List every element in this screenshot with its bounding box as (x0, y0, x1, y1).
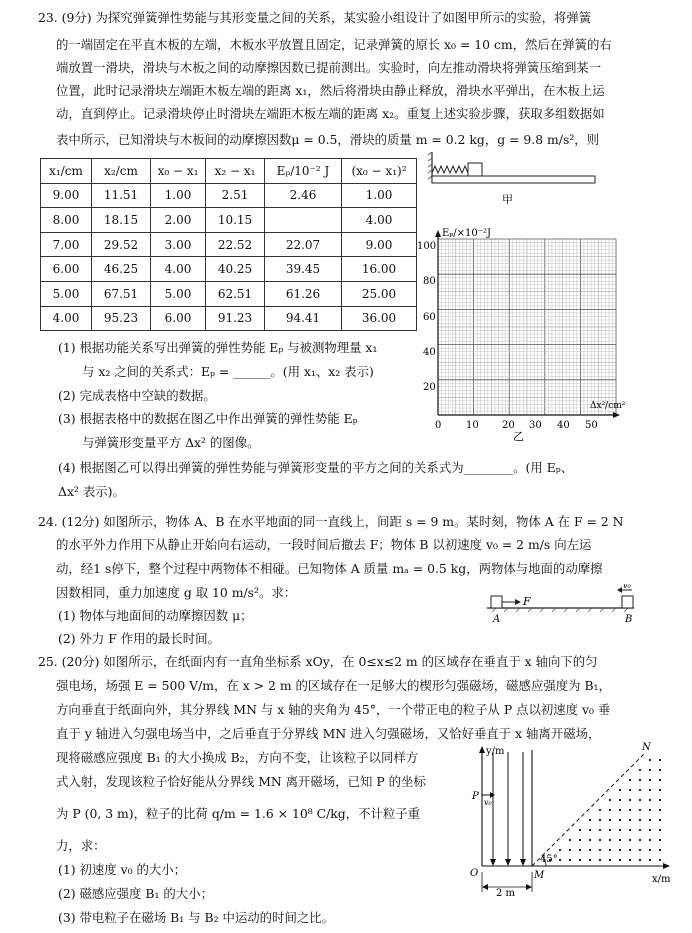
field-dot (629, 779, 631, 781)
table-cell: 16.00 (342, 257, 417, 282)
field-dot (649, 779, 651, 781)
field-dot (559, 849, 561, 851)
q24-line: 因数相同，重力加速度 g 取 10 m/s²。求： (56, 585, 297, 600)
q23-sub-line: 与弹簧形变量平方 Δx² 的图像。 (82, 435, 260, 450)
q25-field-figure (456, 742, 676, 902)
x-tick-label: 50 (585, 420, 598, 431)
table-header-cell: (x₀ − x₁)² (342, 159, 417, 184)
field-dot (609, 809, 611, 811)
q23-line: 23. (9分) 为探究弹簧弹性势能与其形变量之间的关系，某实验小组设计了如图甲所示的实验，将弹簧 (38, 10, 592, 25)
field-dot (639, 779, 641, 781)
field-dot (639, 849, 641, 851)
field-dot (649, 829, 651, 831)
q25-line: 方向垂直于纸面向外，其分界线 MN 与 x 轴的夹角为 45°，一个带正电的粒子从 P 点以初速度 v₀ 垂 (56, 702, 611, 717)
table-header-row (41, 159, 417, 184)
q24-line: 24. (12分) 如图所示，物体 A、B 在水平地面的同一直线上，间距 s = 9 m。某时刻，物体 A 在 F = 2 N (38, 514, 624, 529)
table-cell: 95.23 (92, 306, 151, 331)
q23-line: 的一端固定在平直木板的左端，木板水平放置且固定，记录弹簧的原长 x₀ = 10 cm，然后在弹簧的右 (56, 37, 612, 52)
x-axis-arrow-icon (663, 863, 670, 869)
point-n-label: N (642, 742, 651, 753)
field-dot (649, 789, 651, 791)
field-dot (639, 789, 641, 791)
field-dot (619, 829, 621, 831)
table-cell: 2.46 (265, 183, 342, 208)
field-dot (659, 859, 661, 861)
x-tick-label: 10 (466, 420, 479, 431)
field-dot (619, 809, 621, 811)
q24-line: 的水平外力作用下从静止开始向右运动，一段时间后撤去 F；物体 B 以初速度 v₀ = 2 m/s 向左运 (56, 537, 592, 552)
field-dot (639, 829, 641, 831)
q23-sub-line: (3) 根据表格中的数据在图乙中作出弹簧的弹性势能 Eₚ (58, 411, 358, 426)
fig-jia-label: 甲 (502, 193, 513, 206)
field-dot (629, 829, 631, 831)
field-dot (619, 849, 621, 851)
table-cell: 40.25 (206, 257, 265, 282)
field-dot (569, 859, 571, 861)
table-cell: 46.25 (92, 257, 151, 282)
table-cell: 5.00 (151, 281, 206, 306)
field-dot (629, 859, 631, 861)
field-dot (609, 799, 611, 801)
field-dot (609, 819, 611, 821)
q23-sub-line: (4) 根据图乙可以得出弹簧的弹性势能与弹簧形变量的平方之间的关系式为________。(用 Eₚ、 (58, 460, 574, 475)
boundary-mn-line (532, 752, 646, 866)
table-cell: 91.23 (206, 306, 265, 331)
field-dot (639, 859, 641, 861)
x-tick-label: 30 (529, 420, 542, 431)
field-dot (659, 839, 661, 841)
table-header-cell: x₂ − x₁ (206, 159, 265, 184)
field-dot (629, 819, 631, 821)
table-cell: 4.00 (342, 208, 417, 233)
x-axis-label: x/m (652, 874, 671, 885)
force-label: F (523, 595, 531, 608)
field-dot (639, 809, 641, 811)
table-cell: 2.00 (151, 208, 206, 233)
table-header-cell: Eₚ/10⁻² J (265, 159, 342, 184)
field-dot (599, 809, 601, 811)
y-axis-arrow-icon (479, 746, 485, 753)
graph-caption: 乙 (513, 430, 524, 442)
field-arrow-icons (490, 859, 526, 866)
block-b (622, 596, 633, 608)
field-dot (659, 819, 661, 821)
table-row (41, 257, 417, 282)
field-dot (649, 759, 651, 761)
table-header-cell: x₂/cm (92, 159, 151, 184)
field-dot (629, 839, 631, 841)
q23-data-table (40, 158, 417, 331)
x-tick-label: 20 (502, 420, 515, 431)
field-dot (619, 839, 621, 841)
field-dot (579, 829, 581, 831)
q23-line: 表中所示，已知滑块与木板间的动摩擦因数μ = 0.5，滑块的质量 m = 0.2 kg，g = 9.8 m/s²，则 (56, 132, 600, 147)
table-cell: 7.00 (41, 232, 92, 257)
v0-label: v₀ (484, 798, 492, 807)
table-cell: 6.00 (41, 257, 92, 282)
table-cell: 67.51 (92, 281, 151, 306)
slider-block (468, 163, 482, 176)
field-dot (579, 859, 581, 861)
q25-line: 为 P (0, 3 m)，粒子的比荷 q/m = 1.6 × 10⁸ C/kg，不计粒子重 (56, 806, 421, 821)
y-axis-label: Eₚ/×10⁻²J (442, 228, 492, 239)
field-dot (649, 839, 651, 841)
field-dot (639, 839, 641, 841)
field-dot (639, 799, 641, 801)
wooden-board (432, 176, 595, 183)
table-cell: 22.07 (265, 232, 342, 257)
table-cell: 10.15 (206, 208, 265, 233)
table-cell: 5.00 (41, 281, 92, 306)
y-axis-label: y/m (486, 746, 505, 757)
block-a (491, 596, 502, 608)
field-dot (609, 839, 611, 841)
table-row (41, 281, 417, 306)
field-dot (619, 799, 621, 801)
field-dot (569, 849, 571, 851)
field-dot (649, 819, 651, 821)
field-dot (579, 849, 581, 851)
table-cell: 8.00 (41, 208, 92, 233)
field-dot (599, 839, 601, 841)
table-cell: 94.41 (265, 306, 342, 331)
table-cell: 2.51 (206, 183, 265, 208)
q24-line: (2) 外力 F 作用的最长时间。 (58, 631, 220, 646)
field-dot (589, 829, 591, 831)
field-dot (649, 769, 651, 771)
q24-line: (1) 物体与地面间的动摩擦因数 μ； (58, 608, 253, 623)
q23-sub-line: 与 x₂ 之间的关系式：Eₚ = ______。(用 x₁、x₂ 表示) (82, 364, 374, 379)
y-tick-label: 20 (423, 382, 436, 393)
table-cell: 9.00 (342, 232, 417, 257)
table-cell: 4.00 (41, 306, 92, 331)
angle-label: 45° (540, 854, 558, 865)
field-dot (639, 819, 641, 821)
field-dot (619, 819, 621, 821)
table-cell: 11.51 (92, 183, 151, 208)
q25-line: 直于 y 轴进入匀强电场当中，之后垂直于分界线 MN 进入匀强磁场，又恰好垂直于 x 轴离开磁场， (56, 726, 601, 741)
table-row (41, 208, 417, 233)
table-cell: 62.51 (206, 281, 265, 306)
x-axis-arrow-icon (613, 412, 620, 418)
table-cell: 22.52 (206, 232, 265, 257)
v0-label: v₀ (623, 584, 631, 590)
field-dot (609, 859, 611, 861)
field-dot (599, 829, 601, 831)
q23-line: 位置，此时记录滑块左端距木板左端的距离 x₁，然后将滑块由静止释放，滑块水平弹出，在木板上运 (56, 83, 605, 98)
y-tick-label: 80 (423, 276, 436, 287)
field-dot (609, 829, 611, 831)
field-dot (649, 859, 651, 861)
field-dot (629, 849, 631, 851)
field-dot (589, 859, 591, 861)
field-dot (659, 789, 661, 791)
distance-label: 2 m (496, 888, 516, 899)
field-dot (589, 839, 591, 841)
table-cell: 25.00 (342, 281, 417, 306)
label-a: A (493, 614, 501, 624)
q25-line: 现将磁感应强度 B₁ 的大小换成 B₂，方向不变，让该粒子以同样方 (56, 750, 419, 765)
field-dot (569, 839, 571, 841)
table-cell: 61.26 (265, 281, 342, 306)
field-dot (659, 799, 661, 801)
table-cell: 29.52 (92, 232, 151, 257)
point-p-label: P (472, 791, 479, 802)
field-dot (649, 799, 651, 801)
q25-line: 力，求： (56, 838, 106, 853)
field-dot (629, 809, 631, 811)
field-dot (599, 859, 601, 861)
table-cell: 39.45 (265, 257, 342, 282)
field-dot (609, 849, 611, 851)
q25-line: (1) 初速度 v₀ 的大小； (58, 862, 187, 877)
field-dot (659, 809, 661, 811)
q25-line: 强电场，场强 E = 500 V/m，在 x > 2 m 的区域存在一足够大的楔形匀强磁场，磁感应强度为 B₁， (56, 678, 611, 693)
table-cell: 18.15 (92, 208, 151, 233)
table-cell: 3.00 (151, 232, 206, 257)
spring-apparatus-figure (424, 152, 604, 206)
table-header-cell: x₀ − x₁ (151, 159, 206, 184)
table-row (41, 232, 417, 257)
q24-figure (484, 584, 642, 624)
force-arrow-icon (515, 599, 521, 605)
table-row (41, 183, 417, 208)
field-dot (659, 779, 661, 781)
x-axis-label: Δx²/cm² (590, 401, 626, 411)
spring-icon (432, 166, 468, 173)
table-cell: 36.00 (342, 306, 417, 331)
x-tick-label: 0 (435, 420, 442, 431)
table-cell-empty (265, 208, 342, 233)
y-tick-label: 60 (423, 312, 436, 323)
field-dot (659, 829, 661, 831)
field-dot (659, 769, 661, 771)
x-tick-label: 40 (557, 420, 570, 431)
electric-field-lines (493, 752, 523, 862)
table-cell: 1.00 (151, 183, 206, 208)
field-dot (579, 839, 581, 841)
field-dot (659, 849, 661, 851)
field-dot (599, 849, 601, 851)
q25-line: 式入射，发现该粒子恰好能从分界线 MN 离开磁场，已知 P 的坐标 (56, 774, 426, 789)
q23-line: 端放置一滑块，滑块与木板之间的动摩擦因数已提前测出。实验时，向左推动滑块将弹簧压缩到某一 (56, 60, 602, 75)
table-cell: 4.00 (151, 257, 206, 282)
q25-line: (2) 磁感应强度 B₁ 的大小； (58, 886, 213, 901)
q25-line: 25. (20分) 如图所示，在纸面内有一直角坐标系 xOy，在 0≤x≤2 m 的区域存在垂直于 x 轴向下的匀 (38, 654, 598, 669)
field-dot (629, 799, 631, 801)
q25-line: (3) 带电粒子在磁场 B₁ 与 B₂ 中运动的时间之比。 (58, 910, 335, 925)
q23-sub-line: (1) 根据功能关系写出弹簧的弹性势能 Eₚ 与被测物理量 x₁ (58, 340, 378, 355)
origin-label: O (470, 868, 479, 879)
label-b: B (625, 614, 633, 624)
field-dot (589, 819, 591, 821)
q24-line: 动，经1 s停下，整个过程中两物体不相碰。已知物体 A 质量 mₐ = 0.5 kg，两物体与地面的动摩擦 (56, 561, 603, 576)
field-dot (599, 819, 601, 821)
table-cell: 1.00 (342, 183, 417, 208)
field-dot (559, 859, 561, 861)
y-axis-arrow-icon (435, 230, 441, 237)
field-dot (649, 809, 651, 811)
q23-line: 动，直到停止。记录滑块停止时滑块左端距木板左端的距离 x₂。重复上述实验步骤，获取多组数据如 (56, 106, 605, 121)
y-tick-label: 100 (417, 241, 437, 252)
field-dot (619, 859, 621, 861)
magnetic-field-dots (549, 759, 661, 861)
field-dot (659, 759, 661, 761)
field-dot (649, 849, 651, 851)
field-dot (629, 789, 631, 791)
q23-sub-line: Δx² 表示)。 (58, 484, 125, 499)
table-header-cell: x₁/cm (41, 159, 92, 184)
q23-sub-line: (2) 完成表格中空缺的数据。 (58, 388, 216, 403)
table-cell: 6.00 (151, 306, 206, 331)
table-row (41, 306, 417, 331)
energy-graph (406, 222, 642, 442)
table-cell: 9.00 (41, 183, 92, 208)
point-m-label: M (534, 870, 545, 881)
field-dot (639, 769, 641, 771)
y-tick-label: 40 (423, 347, 436, 358)
field-dot (619, 789, 621, 791)
velocity-arrow-icon (617, 587, 622, 593)
field-dot (589, 849, 591, 851)
